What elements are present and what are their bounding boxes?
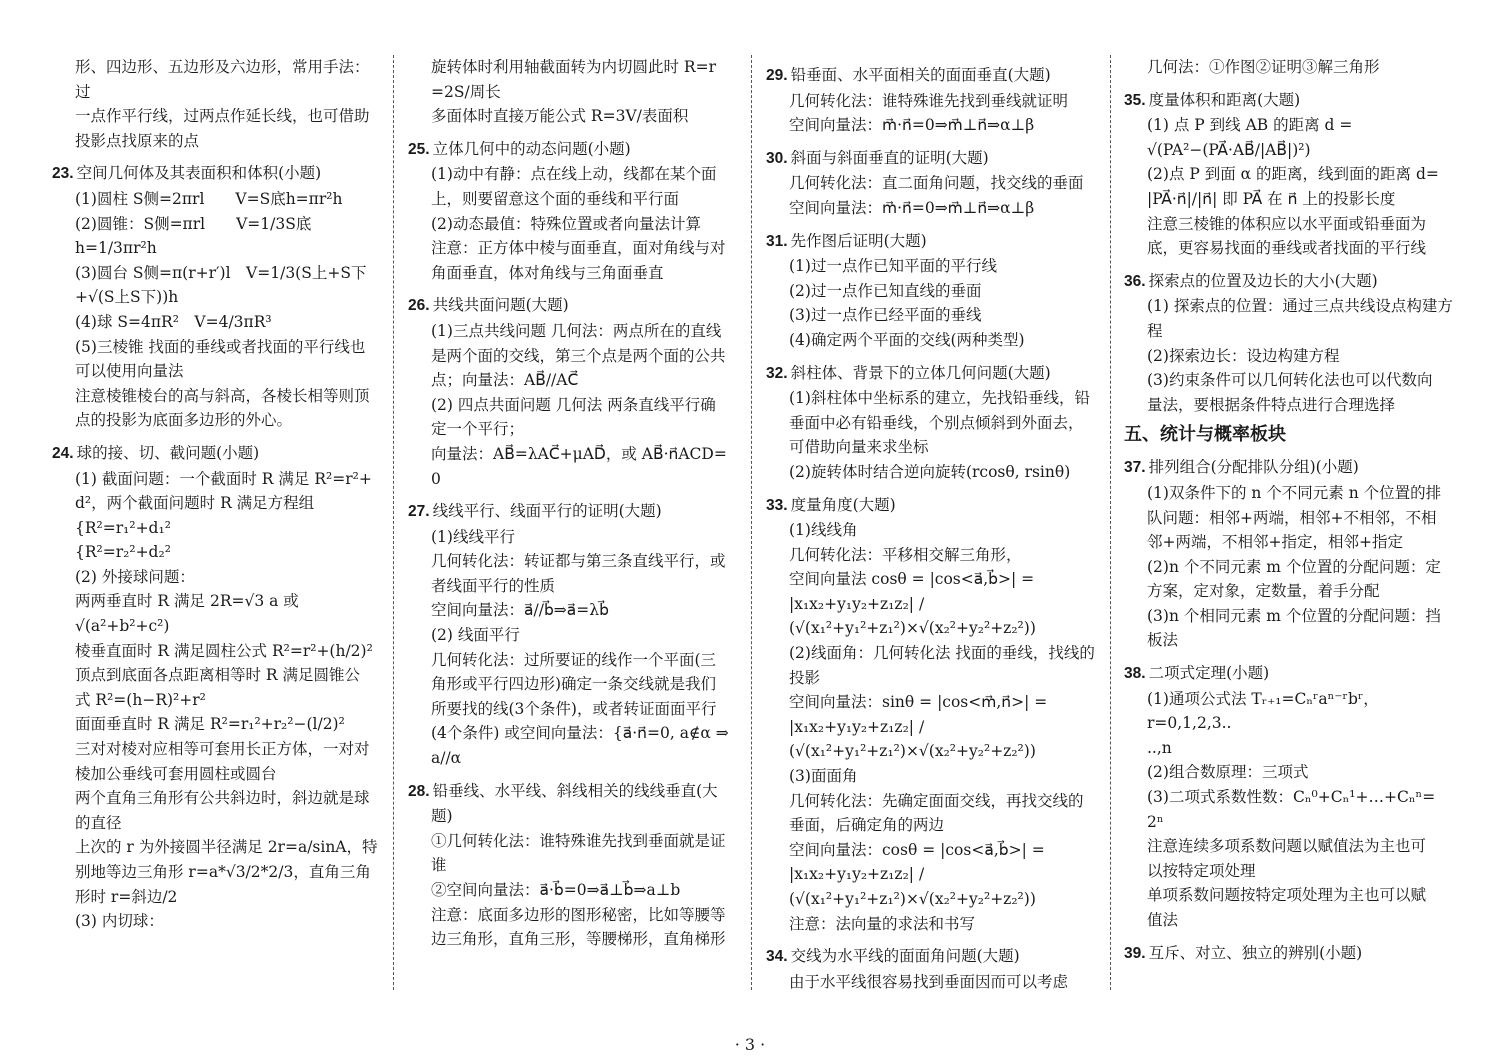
text-line: (4个条件) 或空间向量法：{a⃗·n⃗=0, a∉α ⇒ a//α: [431, 724, 729, 768]
section-heading: [1124, 941, 1454, 967]
item-number: 25.: [408, 140, 430, 158]
text-line: 注意连续多项系数问题以赋值法为主也可: [1147, 837, 1427, 856]
text-line: 旋转体时利用轴截面转为内切圆此时 R=r: [431, 58, 716, 76]
section-heading: [1124, 88, 1454, 114]
heading-text: 二项式定理(小题): [1148, 664, 1270, 683]
text-line: (1)斜柱体中坐标系的建立，先找铅垂线，铅: [789, 389, 1090, 408]
text-line: (2) 线面平行: [431, 626, 520, 645]
text-line: 垂面，后确定角的两边: [789, 816, 945, 835]
text-line: 底，更容易找面的垂线或者找面的平行线: [1147, 239, 1427, 258]
text-line: (1)线线平行: [431, 527, 515, 546]
item-number: 26.: [408, 297, 430, 315]
text-line: (4)球 S=4πR² V=4/3πR³: [75, 312, 272, 331]
column-1: [52, 55, 380, 995]
heading-text: 线线平行、线面平行的证明(大题): [432, 502, 662, 521]
text-line: 投影: [789, 668, 821, 687]
text-line: 投影点找原来的点: [75, 131, 200, 150]
text-line: 几何转化法：先确定面面交线，再找交线的: [789, 791, 1084, 810]
text-line: 棱加公垂线可套用圆柱或圆台: [75, 764, 277, 783]
section-heading: [766, 493, 1096, 519]
text-line: 两个直角三角形有公共斜边时，斜边就是球: [75, 789, 370, 808]
text-line: 空间向量法：cosθ = |cos<a⃗,b⃗>| =: [789, 840, 1045, 859]
text-line: 值法: [1147, 911, 1179, 929]
heading-text: 铅垂线、水平线、斜线相关的线线垂直(大: [432, 781, 718, 800]
column-divider: [393, 55, 394, 990]
text-line: 队问题：相邻+两端，相邻+不相邻，不相: [1147, 508, 1437, 527]
item-number: 39.: [1124, 944, 1146, 962]
text-line: 单项系数问题按特定项处理为主也可以赋: [1147, 886, 1427, 905]
item-number: 38.: [1124, 665, 1146, 683]
heading-text: 排列组合(分配排队分组)(小题): [1148, 458, 1359, 477]
text-line: 上，则要留意这个面的垂线和平行面: [431, 189, 680, 208]
section-heading: [766, 63, 1096, 89]
text-line: 可借助向量来求坐标: [789, 438, 929, 457]
text-line: |x₁x₂+y₁y₂+z₁z₂| / (√(x₁²+y₁²+z₁²)×√(x₂²+y₂²+z₂²)): [789, 865, 1036, 908]
text-line: 定一个平行；: [431, 420, 525, 439]
text-line: √(a²+b²+c²): [75, 617, 170, 636]
text-line: (2)圆锥：S侧=πrl V=1/3S底h=1/3πr²h: [75, 214, 312, 258]
section-heading: [1124, 269, 1454, 295]
text-line: 棱垂直面时 R 满足圆柱公式 R²=r²+(h/2)²: [75, 641, 373, 660]
heading-text: 立体几何中的动态问题(小题): [432, 139, 631, 158]
text-line: (2)过一点作已知直线的垂面: [789, 281, 982, 300]
text-line: 注意：正方体中棱与面垂直，面对角线与对: [431, 239, 726, 258]
text-line: (3) 内切球：: [75, 912, 164, 931]
text-line: (3)n 个相同元素 m 个位置的分配问题：挡: [1147, 606, 1441, 625]
item-number: 31.: [766, 232, 788, 250]
section-heading: [766, 146, 1096, 172]
text-line: 量法，要根据条件特点进行合理选择: [1147, 395, 1396, 414]
section-heading: [52, 441, 380, 467]
item-number: 32.: [766, 364, 788, 382]
item-number: 23.: [52, 165, 74, 183]
text-line: (4)确定两个平面的交线(两种类型): [789, 330, 1025, 349]
text-line: 别地等边三角形 r=a*√3/2*2/3，直角三角: [75, 863, 371, 881]
text-line: |PA⃗·n⃗|/|n⃗| 即 PA⃗ 在 n⃗ 上的投影长度: [1147, 189, 1396, 208]
item-number: 24.: [52, 444, 74, 462]
text-line: (1)双条件下的 n 个不同元素 n 个位置的排: [1147, 483, 1442, 502]
text-line: 几何转化法：过所要证的线作一个平面(三: [431, 650, 717, 669]
text-line: (3)圆台 S侧=π(r+r′)l V=1/3(S上+S下: [75, 263, 367, 282]
text-line: 形时 r=斜边/2: [75, 887, 178, 906]
text-line: 两两垂直时 R 满足 2R=√3 a 或: [75, 592, 299, 611]
text-line: |x₁x₂+y₁y₂+z₁z₂| / (√(x₁²+y₁²+z₁²)×√(x₂²+y₂²+z₂²)): [789, 717, 1036, 761]
text-line: d²，两个截面问题时 R 满足方程组: [75, 494, 315, 513]
section-heading: [1124, 661, 1454, 687]
text-line: 形、四边形、五边形及六边形，常用手法：过: [75, 58, 370, 101]
text-line: (2)n 个不同元素 m 个位置的分配问题：定: [1147, 557, 1441, 576]
text-line: 方案，定对象，定数量，着手分配: [1147, 582, 1380, 601]
section-heading: [408, 779, 738, 805]
text-line: 所要找的线(3个条件)，或者转证面面平行: [431, 699, 717, 718]
text-line: (2)线面角：几何转化法 找面的垂线，找线的: [789, 644, 1095, 663]
text-line: 空间向量法 cosθ = |cos<a⃗,b⃗>| =: [789, 570, 1035, 589]
chapter-title: 五、统计与概率板块: [1124, 424, 1286, 445]
text-line: {R²=r₂²+d₂²: [75, 543, 171, 562]
text-line: 0: [431, 469, 441, 488]
text-line: 注意：底面多边形的图形秘密，比如等腰等: [431, 905, 726, 924]
text-line: 空间向量法：a⃗//b⃗⇒a⃗=λb⃗: [431, 601, 609, 620]
heading-text: 互斥、对立、独立的辨别(小题): [1148, 943, 1363, 962]
text-line: 点；向量法：AB⃗//AC⃗: [431, 371, 579, 390]
text-line: 由于水平线很容易找到垂面因而可以考虑: [789, 972, 1069, 991]
column-divider: [1110, 55, 1111, 990]
text-line: 三对对棱对应相等可套用长正方体，一对对: [75, 740, 370, 759]
text-line: 几何法：①作图②证明③解三角形: [1147, 58, 1380, 76]
text-line: (2)探索边长：设边构建方程: [1147, 346, 1340, 365]
item-number: 30.: [766, 149, 788, 167]
text-line: (1)圆柱 S侧=2πrl V=S底h=πr²h: [75, 189, 343, 208]
text-line: |x₁x₂+y₁y₂+z₁z₂| / (√(x₁²+y₁²+z₁²)×√(x₂²+y₂²+z₂²)): [789, 594, 1036, 638]
heading-text: 斜柱体、背景下的立体几何问题(大题): [790, 363, 1051, 382]
text-line: 面面垂直时 R 满足 R²=r₁²+r₂²−(l/2)²: [75, 715, 345, 734]
item-number: 28.: [408, 782, 430, 800]
text-line: 的直径: [75, 813, 122, 832]
section-heading: [1124, 455, 1454, 481]
text-line: 上次的 r 为外接圆半径满足 2r=a/sinA，特: [75, 838, 378, 857]
heading-text: 探索点的位置及边长的大小(大题): [1148, 271, 1378, 290]
text-line: (1)三点共线问题 几何法：两点所在的直线: [431, 321, 722, 340]
text-line: 板法: [1147, 631, 1179, 650]
heading-text: 空间几何体及其表面积和体积(小题): [76, 164, 322, 183]
text-line: 几何转化法：转证都与第三条直线平行，或: [431, 552, 726, 571]
text-line: ①几何转化法：谁特殊谁先找到垂面就是证: [431, 831, 726, 850]
text-line: (1) 截面问题：一个截面时 R 满足 R²=r²+: [75, 469, 372, 488]
text-line: 注意棱锥棱台的高与斜高，各棱长相等则顶: [75, 386, 370, 405]
section-heading: [408, 499, 738, 525]
text-line: (1)通项公式法 Tᵣ₊₁=Cₙʳaⁿ⁻ʳbʳ，r=0,1,2,3..: [1147, 689, 1379, 733]
text-line: 多面体时直接万能公式 R=3V/表面积: [431, 107, 689, 126]
text-line: (1) 探索点的位置：通过三点共线设点构建方: [1147, 297, 1453, 316]
heading-text: 斜面与斜面垂直的证明(大题): [790, 148, 989, 167]
text-line: =2S/周长: [431, 82, 501, 101]
text-line: (5)三棱锥 找面的垂线或者找面的平行线也: [75, 337, 366, 356]
text-line: 几何转化法：谁特殊谁先找到垂线就证明: [789, 91, 1069, 110]
heading-text: 共线共面问题(大题): [432, 296, 569, 315]
section-heading: [408, 137, 738, 163]
text-line: 一点作平行线，过两点作延长线，也可借助: [75, 107, 370, 126]
text-line: 向量法：AB⃗=λAC⃗+μAD⃗，或 AB⃗·n⃗ACD=: [431, 444, 727, 463]
text-line: 程: [1147, 321, 1163, 340]
text-line: 角面垂直，体对角线与三角面垂直: [431, 263, 664, 282]
item-number: 27.: [408, 503, 430, 521]
text-line: (2) 外接球问题：: [75, 567, 195, 586]
text-line: 邻+两端，不相邻+指定，相邻+指定: [1147, 533, 1403, 552]
text-line: 可以使用向量法: [75, 362, 184, 381]
text-line: (1)线线角: [789, 521, 858, 540]
item-number: 29.: [766, 67, 788, 84]
item-number: 35.: [1124, 91, 1146, 109]
text-line: 几何转化法：平移相交解三角形，: [789, 545, 1022, 564]
column-divider: [751, 55, 752, 990]
text-line: (1) 点 P 到线 AB 的距离 d =: [1147, 116, 1353, 135]
section-heading: [766, 229, 1096, 255]
text-line: (2)旋转体时结合逆向旋转(rcosθ, rsinθ): [789, 462, 1071, 481]
item-number: 37.: [1124, 459, 1146, 477]
text-line: 垂面中必有铅垂线，个别点倾斜到外面去，: [789, 413, 1084, 432]
text-line: (3)约束条件可以几何转化法也可以代数向: [1147, 371, 1433, 390]
heading-text: 交线为水平线的面面角问题(大题): [790, 947, 1020, 966]
text-line: (3)过一点作已经平面的垂线: [789, 306, 982, 325]
text-line: (1)过一点作已知平面的平行线: [789, 257, 997, 276]
text-line: 谁: [431, 856, 447, 875]
text-line: 几何转化法：直二面角问题，找交线的垂面: [789, 174, 1084, 193]
text-line: ..,n: [1147, 738, 1172, 757]
heading-text: 先作图后证明(大题): [790, 231, 927, 250]
text-line: 顶点到底面各点距离相等时 R 满足圆锥公: [75, 666, 361, 685]
text-line: +√(S上S下))h: [75, 288, 179, 307]
heading-text: 度量角度(大题): [790, 495, 896, 514]
text-line: 角形或平行四边形)确定一条交线就是我们: [431, 675, 717, 694]
page-number: · 3 ·: [734, 1035, 766, 1054]
text-line: 空间向量法：m⃗·n⃗=0⇒m⃗⊥n⃗⇒α⊥β: [789, 198, 1035, 217]
item-number: 33.: [766, 496, 788, 514]
text-line: (2)组合数原理：三项式: [1147, 763, 1309, 782]
text-line: 空间向量法：sinθ = |cos<m⃗,n⃗>| =: [789, 693, 1048, 712]
text-line: 注意三棱锥的体积应以水平面或铅垂面为: [1147, 214, 1427, 233]
heading-text: 球的接、切、截问题(小题): [76, 443, 260, 462]
item-number: 36.: [1124, 272, 1146, 290]
text-line: 是两个面的交线，第三个点是两个面的公共: [431, 346, 726, 365]
text-line: 2ⁿ: [1147, 812, 1164, 831]
text-line: (1)动中有静：点在线上动，线都在某个面: [431, 165, 717, 184]
column-2: [408, 55, 738, 995]
text-line: {R²=r₁²+d₁²: [75, 518, 171, 537]
text-line: 者线面平行的性质: [431, 576, 556, 595]
text-line: 题): [431, 807, 453, 826]
text-line: √(PA²−(PA⃗·AB⃗/|AB⃗|)²): [1147, 140, 1311, 159]
text-line: 以按特定项处理: [1147, 861, 1256, 880]
text-line: (2) 四点共面问题 几何法 两条直线平行确: [431, 395, 716, 414]
section-heading: [766, 361, 1096, 387]
text-line: (2)点 P 到面 α 的距离，线到面的距离 d=: [1147, 165, 1439, 184]
text-line: 边三角形，直角三形，等腰梯形，直角梯形: [431, 930, 726, 949]
text-line: 点的投影为底面多边形的外心。: [75, 411, 293, 430]
text-line: 式 R²=(h−R)²+r²: [75, 690, 206, 709]
text-line: ②空间向量法：a⃗·b⃗=0⇒a⃗⊥b⃗⇒a⊥b: [431, 881, 681, 899]
text-line: (3)二项式系数性数：Cₙ⁰+Cₙ¹+…+Cₙⁿ=: [1147, 788, 1436, 807]
text-line: 空间向量法：m⃗·n⃗=0⇒m⃗⊥n⃗⇒α⊥β: [789, 116, 1035, 135]
section-heading: [766, 944, 1096, 970]
item-number: 34.: [766, 948, 788, 966]
section-heading: [408, 293, 738, 319]
column-3: [766, 55, 1096, 995]
column-4: [1124, 55, 1454, 995]
text-line: (2)动态最值：特殊位置或者向量法计算: [431, 214, 701, 233]
text-line: 注意：法向量的求法和书写: [789, 914, 976, 933]
section-heading: [52, 161, 380, 187]
heading-text: 度量体积和距离(大题): [1148, 90, 1301, 109]
text-line: (3)面面角: [789, 767, 858, 786]
heading-text: 铅垂面、水平面相关的面面垂直(大题): [790, 66, 1051, 84]
